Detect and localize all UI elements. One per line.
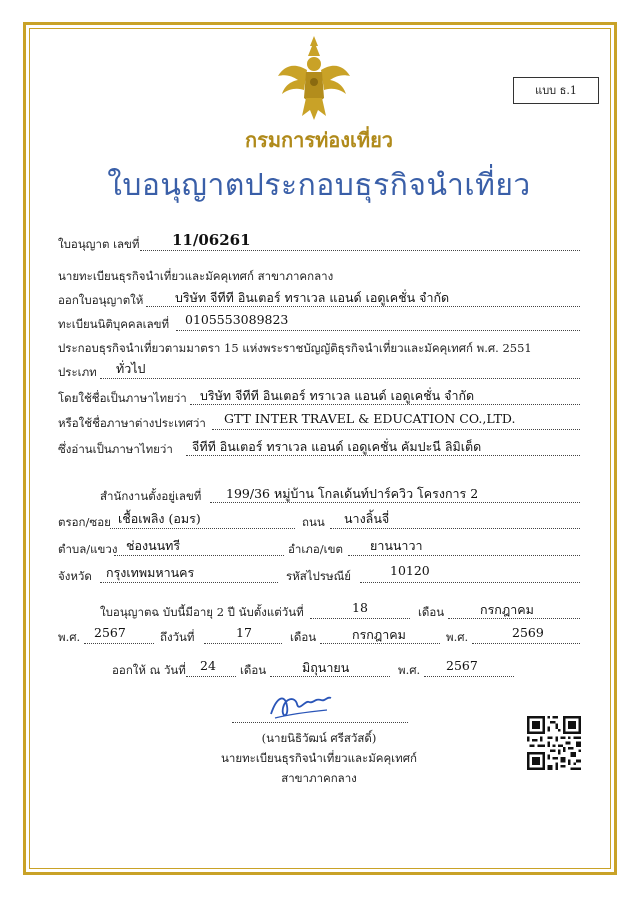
issued-to-value: บริษัท จีทีที อินเตอร์ ทราเวล แอนด์ เอดูเคชั่น จำกัด	[175, 290, 450, 305]
signature-line	[232, 722, 408, 723]
valid-from-year-line	[84, 643, 154, 644]
thai-name-label: โดยใช้ชื่อเป็นภาษาไทยว่า	[58, 391, 187, 405]
type-line	[100, 378, 580, 379]
valid-to-year-line	[472, 643, 580, 644]
signer-branch: สาขาภาคกลาง	[281, 771, 357, 785]
form-code-box: แบบ ธ.1	[513, 77, 599, 104]
province-label: จังหวัด	[58, 569, 92, 583]
garuda-emblem-icon	[276, 32, 352, 122]
office-label: สำนักงานตั้งอยู่เลขที่	[100, 489, 202, 503]
type-value: ทั่วไป	[116, 361, 146, 376]
thai-name-value: บริษัท จีทีที อินเตอร์ ทราเวล แอนด์ เอดูเคชั่น จำกัด	[200, 388, 475, 403]
signer-name: (นายนิธิวัฒน์ ศรีสวัสดิ์)	[261, 731, 377, 745]
road-value: นางลิ้นจี่	[344, 511, 390, 526]
valid-from-month-label: เดือน	[418, 605, 445, 619]
issued-day-line	[186, 676, 236, 677]
license-no-line	[140, 250, 580, 251]
province-value: กรุงเทพมหานคร	[106, 565, 195, 580]
type-label: ประเภท	[58, 365, 97, 379]
issued-to-label: ออกใบอนุญาตให้	[58, 293, 144, 307]
until-label: ถึงวันที่	[160, 630, 195, 644]
issued-year-label: พ.ศ.	[398, 663, 421, 677]
juristic-value: 0105553089823	[185, 312, 289, 327]
valid-to-month-label: เดือน	[290, 630, 317, 644]
valid-to-month: กรกฎาคม	[352, 627, 406, 642]
valid-from-year-label: พ.ศ.	[58, 630, 81, 644]
valid-to-day: 17	[236, 625, 252, 640]
foreign-name-line	[212, 429, 580, 430]
postal-label: รหัสไปรษณีย์	[286, 569, 352, 583]
issued-year-line	[424, 676, 514, 677]
postal-value: 10120	[390, 563, 430, 578]
read-thai-label: ซึ่งอ่านเป็นภาษาไทยว่า	[58, 442, 173, 456]
soi-value: เชื้อเพลิง (อมร)	[118, 511, 201, 526]
valid-to-year-label: พ.ศ.	[446, 630, 469, 644]
issued-month: มิถุนายน	[302, 660, 350, 675]
juristic-label: ทะเบียนนิติบุคคลเลขที่	[58, 317, 170, 331]
registrar-line: นายทะเบียนธุรกิจนำเที่ยวและมัคคุเทศก์ สาขาภาคกลาง	[58, 269, 334, 283]
qr-code-icon	[527, 716, 581, 770]
office-value: 199/36 หมู่บ้าน โกลเด้นท์ปาร์ควิว โครงการ 2	[226, 486, 479, 501]
issued-month-label: เดือน	[240, 663, 267, 677]
valid-from-year: 2567	[94, 625, 126, 640]
issued-year: 2567	[446, 658, 478, 673]
department-name: กรมการท่องเที่ยว	[244, 128, 394, 152]
signer-title: นายทะเบียนธุรกิจนำเที่ยวและมัคคุเทศก์	[221, 751, 417, 765]
issued-day: 24	[200, 658, 216, 673]
signature-icon	[265, 684, 335, 724]
foreign-name-value: GTT INTER TRAVEL & EDUCATION CO.,LTD.	[224, 411, 516, 426]
valid-to-year: 2569	[512, 625, 544, 640]
foreign-name-label: หรือใช้ชื่อภาษาต่างประเทศว่า	[58, 416, 206, 430]
valid-to-day-line	[204, 643, 282, 644]
road-label: ถนน	[302, 515, 325, 529]
subdistrict-value: ช่องนนทรี	[126, 538, 181, 553]
subdistrict-label: ตำบล/แขวง	[58, 542, 118, 556]
validity-label: ใบอนุญาตฉ บับนี้มีอายุ 2 ปี นับตั้งแต่วันที่	[100, 605, 304, 619]
valid-from-day: 18	[352, 600, 368, 615]
license-no-value: 11/06261	[172, 231, 251, 249]
valid-from-month: กรกฎาคม	[480, 602, 534, 617]
valid-from-day-line	[310, 618, 410, 619]
soi-label: ตรอก/ซอย	[58, 515, 111, 529]
juristic-line	[176, 330, 580, 331]
document-title: ใบอนุญาตประกอบธุรกิจนำเที่ยว	[107, 168, 531, 203]
district-value: ยานนาวา	[370, 538, 423, 553]
read-thai-value: จีทีที อินเตอร์ ทราเวล แอนด์ เอดูเคชั่น คัมปะนี ลิมิเต็ด	[192, 439, 482, 454]
district-label: อำเภอ/เขต	[288, 542, 343, 556]
section-line: ประกอบธุรกิจนำเที่ยวตามมาตรา 15 แห่งพระราชบัญญัติธุรกิจนำเที่ยวและมัคคุเทศก์ พ.ศ. 2551	[58, 341, 532, 355]
issued-on-label: ออกให้ ณ วันที่	[112, 663, 186, 677]
license-no-label: ใบอนุญาต เลขที่	[58, 237, 140, 251]
postal-line	[360, 582, 580, 583]
